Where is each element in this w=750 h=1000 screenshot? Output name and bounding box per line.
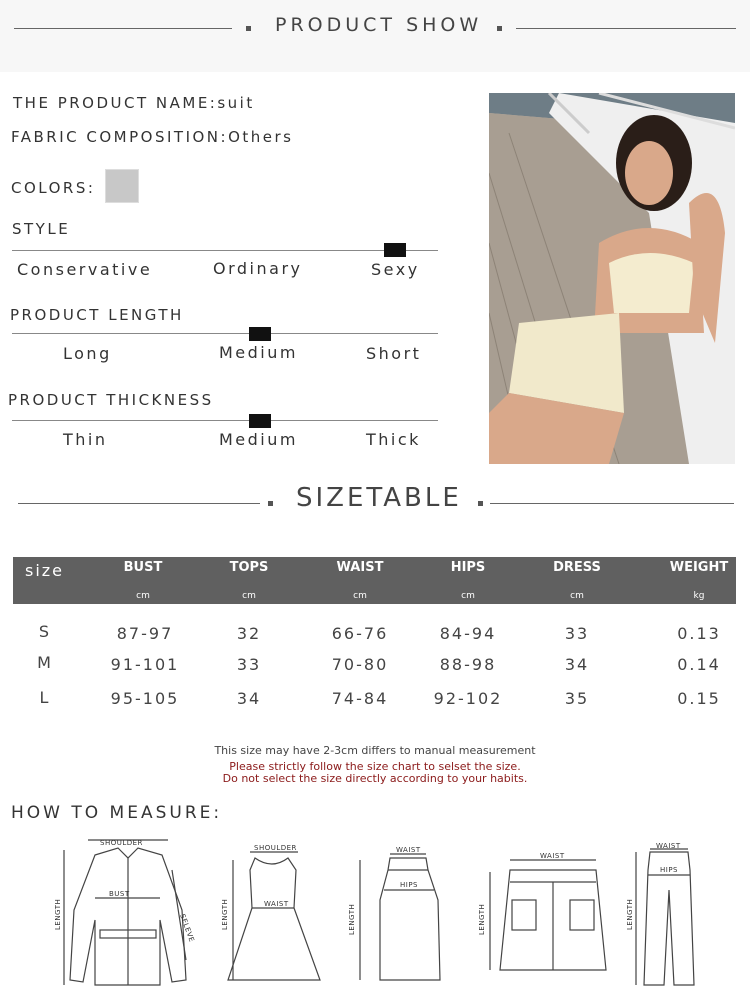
col-unit-hips: cm	[461, 591, 475, 601]
measure-diagrams	[0, 830, 750, 1000]
row-m-dress: 34	[564, 655, 590, 674]
how-to-measure-title: HOW TO MEASURE:	[11, 803, 223, 823]
row-s-size: S	[38, 622, 52, 641]
size-header: size	[25, 561, 65, 580]
sizetable-square-left	[268, 501, 273, 506]
mini-skirt-length-label: LENGTH	[478, 903, 486, 935]
col-header-dress: DRESS	[553, 560, 601, 575]
style-option-ordinary: Ordinary	[213, 259, 303, 278]
jacket-shoulder-label: SHOULDER	[100, 839, 143, 847]
fabric-composition: FABRIC COMPOSITION:Others	[11, 128, 294, 146]
row-m-bust: 91-101	[110, 655, 180, 674]
length-option-short: Short	[366, 344, 422, 363]
color-swatch[interactable]	[105, 169, 139, 203]
jacket-bust-label: BUST	[109, 890, 130, 898]
header-rule-right	[516, 28, 736, 29]
header-rule-left	[14, 28, 232, 29]
row-l-hips: 92-102	[433, 689, 503, 708]
pants-waist-label: WAIST	[656, 842, 681, 850]
col-header-tops: TOPS	[229, 560, 269, 575]
row-s-hips: 84-94	[439, 624, 497, 643]
row-s-tops: 32	[236, 624, 262, 643]
page-title: PRODUCT SHOW	[275, 14, 483, 36]
skirt-waist-label: WAIST	[396, 846, 421, 854]
thickness-option-thick: Thick	[366, 430, 421, 449]
row-l-dress: 35	[564, 689, 590, 708]
style-option-sexy: Sexy	[371, 260, 420, 279]
dress-diagram	[228, 852, 320, 980]
thickness-option-medium: Medium	[219, 430, 298, 449]
col-unit-weight: kg	[693, 591, 705, 601]
sizetable-rule-left	[18, 503, 260, 504]
jacket-diagram	[64, 840, 186, 985]
product-photo	[489, 93, 735, 464]
thickness-marker	[249, 414, 271, 428]
pants-length-label: LENGTH	[626, 898, 634, 930]
row-l-bust: 95-105	[110, 689, 180, 708]
col-header-bust: BUST	[123, 560, 163, 575]
thickness-scale-line	[12, 420, 438, 421]
style-title: STYLE	[12, 220, 71, 238]
thickness-title: PRODUCT THICKNESS	[8, 391, 214, 409]
row-l-waist: 74-84	[331, 689, 389, 708]
mini-skirt-diagram	[490, 860, 606, 970]
product-name: THE PRODUCT NAME:suit	[13, 94, 255, 112]
skirt-diagram	[360, 854, 440, 980]
row-s-dress: 33	[564, 624, 590, 643]
sizetable-title: SIZETABLE	[296, 483, 462, 513]
note-follow-chart: Please strictly follow the size chart to selset the size.	[229, 760, 521, 773]
col-unit-tops: cm	[242, 591, 256, 601]
note-measurement: This size may have 2-3cm differs to manual measurement	[214, 744, 536, 757]
row-m-tops: 33	[236, 655, 262, 674]
dress-waist-label: WAIST	[264, 900, 289, 908]
col-unit-waist: cm	[353, 591, 367, 601]
length-option-medium: Medium	[219, 343, 298, 362]
pants-hips-label: HIPS	[660, 866, 678, 874]
style-option-conservative: Conservative	[17, 260, 153, 279]
style-marker	[384, 243, 406, 257]
row-m-hips: 88-98	[439, 655, 497, 674]
thickness-option-thin: Thin	[63, 430, 108, 449]
dress-shoulder-label: SHOULDER	[254, 844, 297, 852]
header-band	[0, 0, 750, 72]
col-header-weight: WEIGHT	[669, 560, 729, 575]
row-s-weight: 0.13	[677, 624, 721, 643]
row-m-waist: 70-80	[331, 655, 389, 674]
row-m-size: M	[37, 653, 53, 672]
col-header-waist: WAIST	[336, 560, 384, 575]
col-header-hips: HIPS	[450, 560, 486, 575]
header-square-right	[497, 26, 502, 31]
note-habits: Do not select the size directly according to your habits.	[222, 772, 528, 785]
dress-length-label: LENGTH	[221, 898, 229, 930]
jacket-length-label: LENGTH	[54, 898, 62, 930]
skirt-length-label: LENGTH	[348, 903, 356, 935]
length-scale-line	[12, 333, 438, 334]
jacket-sleeve-label: SELEVE	[178, 912, 196, 944]
col-unit-bust: cm	[136, 591, 150, 601]
row-l-weight: 0.15	[677, 689, 721, 708]
row-m-weight: 0.14	[677, 655, 721, 674]
sizetable-square-right	[478, 501, 483, 506]
header-square-left	[246, 26, 251, 31]
mini-skirt-waist-label: WAIST	[540, 852, 565, 860]
skirt-hips-label: HIPS	[400, 881, 418, 889]
col-unit-dress: cm	[570, 591, 584, 601]
length-option-long: Long	[63, 344, 112, 363]
colors-label: COLORS:	[11, 179, 96, 197]
row-s-waist: 66-76	[331, 624, 389, 643]
style-scale-line	[12, 250, 438, 251]
length-title: PRODUCT LENGTH	[10, 306, 184, 324]
length-marker	[249, 327, 271, 341]
row-s-bust: 87-97	[116, 624, 174, 643]
row-l-tops: 34	[236, 689, 262, 708]
sizetable-rule-right	[490, 503, 734, 504]
row-l-size: L	[39, 688, 51, 707]
